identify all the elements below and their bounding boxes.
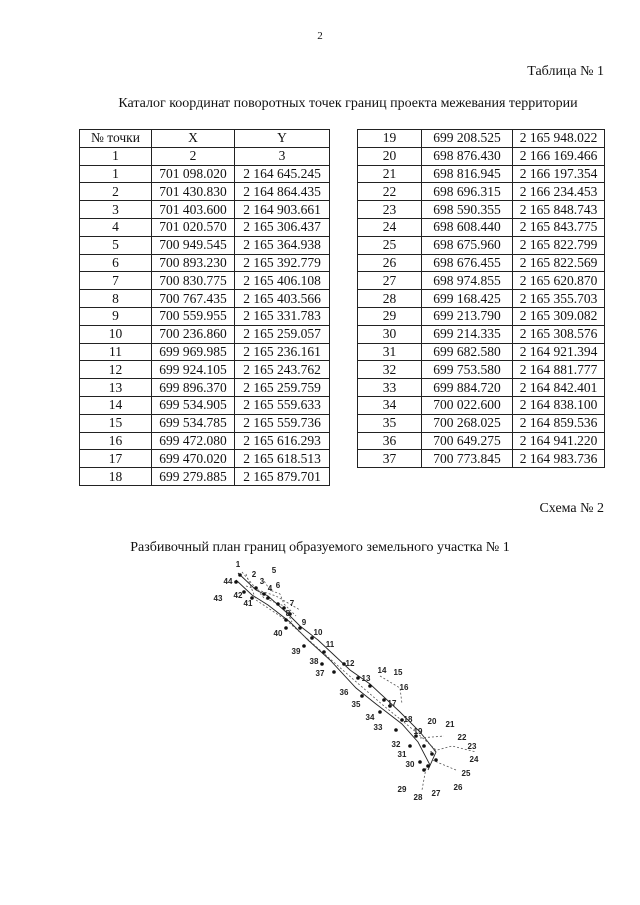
table-index-row (80, 147, 330, 165)
table-row (358, 183, 605, 201)
table-row (80, 272, 330, 290)
point-number-cell: 35 (358, 414, 422, 432)
catalog-title: Каталог координат поворотных точек границ проекта межевания территории (118, 96, 578, 111)
table-row (80, 183, 330, 201)
plan-point-label: 42 (233, 591, 243, 600)
plan-point-label: 19 (413, 727, 423, 736)
plan-point-label: 43 (213, 594, 223, 603)
plan-point-label: 11 (325, 640, 335, 649)
plan-point-label: 8 (285, 609, 291, 618)
column-header-point-number: № точки (80, 130, 152, 148)
table-row (80, 468, 330, 486)
column-header-x: X (152, 130, 235, 148)
x-coordinate-cell: 698 675.960 (422, 236, 513, 254)
plan-point-label: 5 (271, 566, 277, 575)
layout-plan-diagram (200, 558, 500, 813)
plan-point-label: 22 (457, 733, 467, 742)
table-row (358, 307, 605, 325)
point-number-cell: 27 (358, 272, 422, 290)
y-coordinate-cell: 2 164 921.394 (513, 343, 605, 361)
plan-point-marker (394, 728, 398, 732)
point-number-cell: 13 (80, 379, 152, 397)
plan-point-marker (422, 744, 426, 748)
plan-point-marker (234, 580, 238, 584)
y-coordinate-cell: 2 165 616.293 (235, 432, 330, 450)
index-cell: 1 (80, 147, 152, 165)
x-coordinate-cell: 699 534.785 (152, 414, 235, 432)
table-label: Таблица № 1 (527, 64, 604, 79)
scheme-label: Схема № 2 (539, 501, 604, 516)
y-coordinate-cell: 2 165 243.762 (235, 361, 330, 379)
plan-point-label: 40 (273, 629, 283, 638)
plan-point-label: 15 (393, 668, 403, 677)
table-row (358, 218, 605, 236)
plan-point-label: 34 (365, 713, 375, 722)
x-coordinate-cell: 701 020.570 (152, 218, 235, 236)
x-coordinate-cell: 700 767.435 (152, 290, 235, 308)
table-row (358, 361, 605, 379)
x-coordinate-cell: 699 884.720 (422, 379, 513, 397)
point-number-cell: 30 (358, 325, 422, 343)
y-coordinate-cell: 2 164 859.536 (513, 414, 605, 432)
table-row (80, 165, 330, 183)
table-row (80, 254, 330, 272)
table-row (358, 450, 605, 468)
plan-point-marker (284, 626, 288, 630)
table-row (358, 130, 605, 148)
table-row (80, 201, 330, 219)
point-number-cell: 16 (80, 432, 152, 450)
plan-point-marker (302, 644, 306, 648)
table-row (80, 290, 330, 308)
table-row (80, 361, 330, 379)
point-number-cell: 17 (80, 450, 152, 468)
point-number-cell: 10 (80, 325, 152, 343)
plan-point-label: 26 (453, 783, 463, 792)
table-row (358, 325, 605, 343)
y-coordinate-cell: 2 165 308.576 (513, 325, 605, 343)
point-number-cell: 25 (358, 236, 422, 254)
plan-point-label: 13 (361, 674, 371, 683)
table-row (80, 379, 330, 397)
plan-point-label: 3 (259, 577, 265, 586)
y-coordinate-cell: 2 165 392.779 (235, 254, 330, 272)
plan-point-label: 12 (345, 659, 355, 668)
x-coordinate-cell: 698 676.455 (422, 254, 513, 272)
point-number-cell: 34 (358, 396, 422, 414)
x-coordinate-cell: 699 208.525 (422, 130, 513, 148)
x-coordinate-cell: 701 098.020 (152, 165, 235, 183)
table-row (358, 432, 605, 450)
point-number-cell: 11 (80, 343, 152, 361)
table-row (80, 450, 330, 468)
plan-point-marker (332, 670, 336, 674)
y-coordinate-cell: 2 165 331.783 (235, 307, 330, 325)
coordinates-table-left (79, 129, 330, 486)
point-number-cell: 32 (358, 361, 422, 379)
table-row (80, 396, 330, 414)
plan-point-label: 27 (431, 789, 441, 798)
point-number-cell: 36 (358, 432, 422, 450)
plan-point-marker (422, 768, 426, 772)
x-coordinate-cell: 698 696.315 (422, 183, 513, 201)
plan-point-label: 41 (243, 599, 253, 608)
point-number-cell: 22 (358, 183, 422, 201)
plan-point-label: 39 (291, 647, 301, 656)
y-coordinate-cell: 2 166 234.453 (513, 183, 605, 201)
point-number-cell: 3 (80, 201, 152, 219)
x-coordinate-cell: 701 403.600 (152, 201, 235, 219)
y-coordinate-cell: 2 165 259.057 (235, 325, 330, 343)
y-coordinate-cell: 2 164 864.435 (235, 183, 330, 201)
plan-point-label: 32 (391, 740, 401, 749)
plan-point-label: 10 (313, 628, 323, 637)
table-row (358, 379, 605, 397)
plan-point-label: 24 (469, 755, 479, 764)
x-coordinate-cell: 699 168.425 (422, 290, 513, 308)
plan-point-label: 37 (315, 669, 325, 678)
x-coordinate-cell: 698 876.430 (422, 147, 513, 165)
plan-point-label: 6 (275, 581, 281, 590)
plan-point-label: 17 (387, 699, 397, 708)
point-number-cell: 31 (358, 343, 422, 361)
plan-point-label: 14 (377, 666, 387, 675)
plan-point-marker (368, 684, 372, 688)
plan-point-label: 35 (351, 700, 361, 709)
index-cell: 3 (235, 147, 330, 165)
x-coordinate-cell: 700 022.600 (422, 396, 513, 414)
plan-point-label: 30 (405, 760, 415, 769)
plan-point-marker (238, 573, 242, 577)
x-coordinate-cell: 700 559.955 (152, 307, 235, 325)
plot-outer-boundary (238, 573, 436, 770)
point-number-cell: 15 (80, 414, 152, 432)
x-coordinate-cell: 699 214.335 (422, 325, 513, 343)
point-number-cell: 33 (358, 379, 422, 397)
y-coordinate-cell: 2 165 822.799 (513, 236, 605, 254)
coordinates-table-right (357, 129, 605, 468)
point-number-cell: 12 (80, 361, 152, 379)
plan-point-label: 4 (267, 584, 273, 593)
y-coordinate-cell: 2 165 559.633 (235, 396, 330, 414)
plot-boundary-lines (233, 573, 436, 770)
plan-point-marker (356, 676, 360, 680)
table-row (358, 290, 605, 308)
x-coordinate-cell: 699 924.105 (152, 361, 235, 379)
plan-point-marker (426, 764, 430, 768)
y-coordinate-cell: 2 165 848.743 (513, 201, 605, 219)
point-number-cell: 19 (358, 130, 422, 148)
plan-point-marker (418, 760, 422, 764)
page-number: 2 (317, 30, 323, 42)
plan-point-label: 28 (413, 793, 423, 802)
table-row (80, 325, 330, 343)
plan-point-marker (322, 650, 326, 654)
x-coordinate-cell: 699 213.790 (422, 307, 513, 325)
point-number-cell: 26 (358, 254, 422, 272)
plan-point-label: 9 (301, 618, 307, 627)
x-coordinate-cell: 700 830.775 (152, 272, 235, 290)
table-row (80, 414, 330, 432)
y-coordinate-cell: 2 165 559.736 (235, 414, 330, 432)
plan-point-label: 44 (223, 577, 233, 586)
point-number-cell: 21 (358, 165, 422, 183)
table-row (358, 396, 605, 414)
table-row (358, 272, 605, 290)
plan-point-label: 23 (467, 742, 477, 751)
x-coordinate-cell: 701 430.830 (152, 183, 235, 201)
point-number-cell: 2 (80, 183, 152, 201)
plan-point-label: 1 (235, 560, 241, 569)
x-coordinate-cell: 699 279.885 (152, 468, 235, 486)
plan-point-marker (284, 618, 288, 622)
plan-point-marker (266, 596, 270, 600)
y-coordinate-cell: 2 165 948.022 (513, 130, 605, 148)
y-coordinate-cell: 2 165 236.161 (235, 343, 330, 361)
y-coordinate-cell: 2 165 822.569 (513, 254, 605, 272)
plan-point-label: 38 (309, 657, 319, 666)
x-coordinate-cell: 700 268.025 (422, 414, 513, 432)
x-coordinate-cell: 698 608.440 (422, 218, 513, 236)
table-row (358, 343, 605, 361)
y-coordinate-cell: 2 165 406.108 (235, 272, 330, 290)
y-coordinate-cell: 2 164 645.245 (235, 165, 330, 183)
point-number-cell: 29 (358, 307, 422, 325)
index-cell: 2 (152, 147, 235, 165)
plan-point-label: 2 (251, 570, 257, 579)
y-coordinate-cell: 2 166 197.354 (513, 165, 605, 183)
x-coordinate-cell: 699 470.020 (152, 450, 235, 468)
plan-point-marker (430, 752, 434, 756)
column-header-y: Y (235, 130, 330, 148)
table-row (358, 236, 605, 254)
point-number-cell: 1 (80, 165, 152, 183)
plan-point-label: 29 (397, 785, 407, 794)
x-coordinate-cell: 698 974.855 (422, 272, 513, 290)
y-coordinate-cell: 2 165 309.082 (513, 307, 605, 325)
y-coordinate-cell: 2 165 355.703 (513, 290, 605, 308)
x-coordinate-cell: 700 236.860 (152, 325, 235, 343)
point-number-cell: 5 (80, 236, 152, 254)
x-coordinate-cell: 698 816.945 (422, 165, 513, 183)
table-row (80, 218, 330, 236)
plan-point-marker (408, 744, 412, 748)
point-number-cell: 8 (80, 290, 152, 308)
plan-point-marker (378, 710, 382, 714)
point-number-cell: 20 (358, 147, 422, 165)
y-coordinate-cell: 2 164 941.220 (513, 432, 605, 450)
plan-point-label: 21 (445, 720, 455, 729)
point-number-cell: 4 (80, 218, 152, 236)
point-number-cell: 18 (80, 468, 152, 486)
x-coordinate-cell: 699 896.370 (152, 379, 235, 397)
plan-point-label: 31 (397, 750, 407, 759)
y-coordinate-cell: 2 165 843.775 (513, 218, 605, 236)
y-coordinate-cell: 2 164 838.100 (513, 396, 605, 414)
point-number-cell: 9 (80, 307, 152, 325)
point-number-cell: 28 (358, 290, 422, 308)
table-row (358, 165, 605, 183)
y-coordinate-cell: 2 164 903.661 (235, 201, 330, 219)
y-coordinate-cell: 2 164 842.401 (513, 379, 605, 397)
x-coordinate-cell: 698 590.355 (422, 201, 513, 219)
y-coordinate-cell: 2 165 259.759 (235, 379, 330, 397)
point-number-cell: 24 (358, 218, 422, 236)
y-coordinate-cell: 2 165 618.513 (235, 450, 330, 468)
y-coordinate-cell: 2 165 879.701 (235, 468, 330, 486)
scheme-title: Разбивочный план границ образуемого земельного участка № 1 (130, 540, 510, 555)
y-coordinate-cell: 2 165 620.870 (513, 272, 605, 290)
x-coordinate-cell: 699 753.580 (422, 361, 513, 379)
point-number-cell: 23 (358, 201, 422, 219)
plan-point-marker (254, 586, 258, 590)
x-coordinate-cell: 699 969.985 (152, 343, 235, 361)
table-row (358, 147, 605, 165)
plan-point-label: 16 (399, 683, 409, 692)
x-coordinate-cell: 699 534.905 (152, 396, 235, 414)
point-number-cell: 37 (358, 450, 422, 468)
plan-point-marker (262, 592, 266, 596)
plan-point-label: 25 (461, 769, 471, 778)
table-row (358, 254, 605, 272)
plan-point-label: 36 (339, 688, 349, 697)
x-coordinate-cell: 700 949.545 (152, 236, 235, 254)
plan-point-marker (242, 590, 246, 594)
table-header-row (80, 130, 330, 148)
x-coordinate-cell: 700 893.230 (152, 254, 235, 272)
x-coordinate-cell: 700 649.275 (422, 432, 513, 450)
table-row (80, 432, 330, 450)
plan-point-label: 7 (289, 599, 295, 608)
y-coordinate-cell: 2 164 983.736 (513, 450, 605, 468)
y-coordinate-cell: 2 166 169.466 (513, 147, 605, 165)
plan-point-marker (360, 694, 364, 698)
y-coordinate-cell: 2 165 364.938 (235, 236, 330, 254)
table-row (80, 236, 330, 254)
table-row (80, 307, 330, 325)
x-coordinate-cell: 700 773.845 (422, 450, 513, 468)
y-coordinate-cell: 2 165 306.437 (235, 218, 330, 236)
plan-point-marker (276, 602, 280, 606)
table-row (358, 201, 605, 219)
point-number-cell: 6 (80, 254, 152, 272)
plan-point-label: 20 (427, 717, 437, 726)
y-coordinate-cell: 2 165 403.566 (235, 290, 330, 308)
x-coordinate-cell: 699 472.080 (152, 432, 235, 450)
table-row (358, 414, 605, 432)
plan-point-label: 33 (373, 723, 383, 732)
plan-point-marker (434, 758, 438, 762)
table-row (80, 343, 330, 361)
plan-point-marker (382, 698, 386, 702)
plan-point-label: 18 (403, 715, 413, 724)
y-coordinate-cell: 2 164 881.777 (513, 361, 605, 379)
point-number-cell: 14 (80, 396, 152, 414)
point-number-cell: 7 (80, 272, 152, 290)
x-coordinate-cell: 699 682.580 (422, 343, 513, 361)
plan-point-marker (320, 662, 324, 666)
